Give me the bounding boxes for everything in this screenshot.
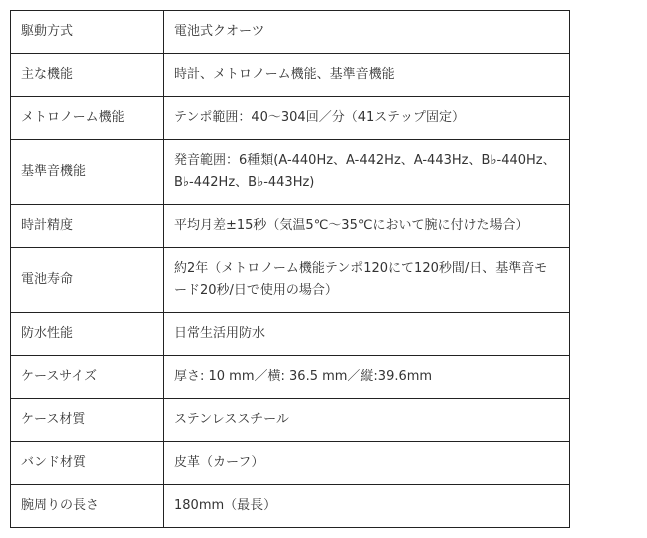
table-row [11, 54, 570, 97]
row-value: テンポ範囲：40〜304回／分（41ステップ固定） [164, 97, 570, 140]
row-value: 電池式クオーツ [164, 11, 570, 54]
row-label: ケース材質 [11, 399, 164, 442]
row-label: 駆動方式 [11, 11, 164, 54]
row-label: 防水性能 [11, 313, 164, 356]
row-label: 時計精度 [11, 205, 164, 248]
row-value: 皮革（カーフ） [164, 442, 570, 485]
row-label: 基準音機能 [11, 140, 164, 205]
row-label: ケースサイズ [11, 356, 164, 399]
table-row [11, 485, 570, 528]
row-value: 平均月差±15秒（気温5℃〜35℃において腕に付けた場合） [164, 205, 570, 248]
spec-table [10, 10, 570, 528]
table-row [11, 11, 570, 54]
table-row [11, 442, 570, 485]
table-row [11, 356, 570, 399]
row-label: 腕周りの長さ [11, 485, 164, 528]
row-label: 主な機能 [11, 54, 164, 97]
row-value: 発音範囲：6種類(A-440Hz、A-442Hz、A-443Hz、B♭-440Hz、B♭-442Hz、B♭-443Hz) [164, 140, 570, 205]
table-row [11, 97, 570, 140]
row-label: バンド材質 [11, 442, 164, 485]
table-row [11, 248, 570, 313]
row-value: 時計、メトロノーム機能、基準音機能 [164, 54, 570, 97]
row-value: 日常生活用防水 [164, 313, 570, 356]
row-value: ステンレススチール [164, 399, 570, 442]
row-value: 厚さ: 10 mm／横: 36.5 mm／縦:39.6mm [164, 356, 570, 399]
row-value: 180mm（最長） [164, 485, 570, 528]
row-label: メトロノーム機能 [11, 97, 164, 140]
table-row [11, 205, 570, 248]
table-row [11, 313, 570, 356]
table-row [11, 140, 570, 205]
table-row [11, 399, 570, 442]
row-value: 約2年（メトロノーム機能テンポ120にて120秒間/日、基準音モード20秒/日で使用の場合） [164, 248, 570, 313]
row-label: 電池寿命 [11, 248, 164, 313]
